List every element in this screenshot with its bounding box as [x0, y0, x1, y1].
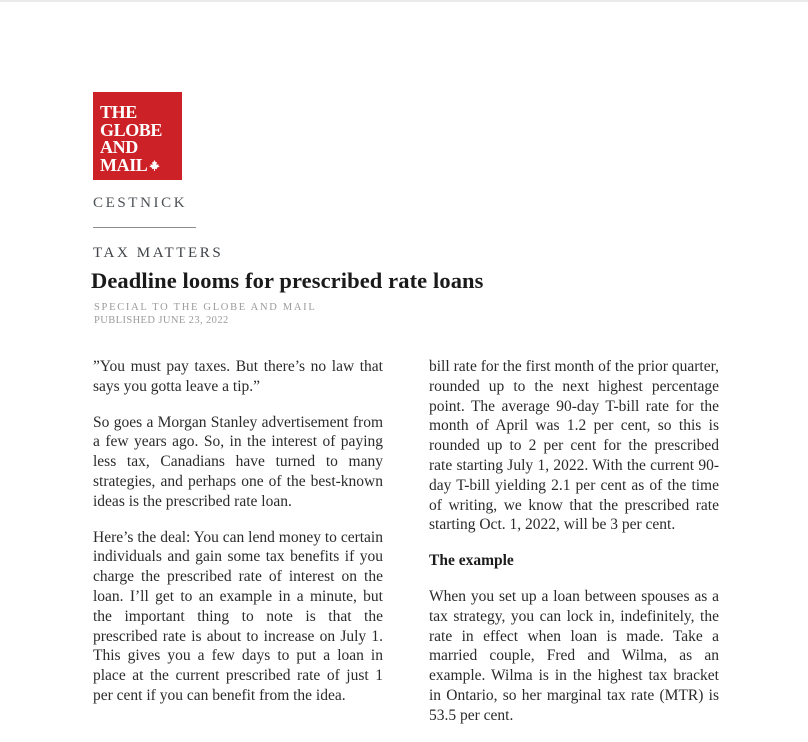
logo-line-globe: GLOBE [100, 119, 163, 140]
logo-line-the: THE [100, 102, 137, 122]
divider-rule [93, 227, 196, 228]
maple-leaf-icon [149, 160, 160, 171]
paragraph: bill rate for the first month of the prior quarter, rounded up to the next highest percentage point. The average 90-day T-bill rate for the month of April was 1.2 per cent, so this is rounded up to 2 per cent for the prescribed rate starting July 1, 2022. With the current 90-day T-bill yielding 2.1 per cent as of the time of writing, we know that the prescribed rate starting Oct. 1, 2022, will be 3 per cent. [429, 358, 719, 534]
article-body [93, 357, 719, 742]
credit-line: SPECIAL TO THE GLOBE AND MAIL [94, 302, 317, 313]
paragraph: So goes a Morgan Stanley advertisement from a few years ago. So, in the interest of paying less tax, Canadians have turned to many strategies, and perhaps one of the best-known ideas is the prescribed rate loan. [93, 413, 383, 510]
paragraph-quote: ”You must pay taxes. But there’s no law that says you gotta leave a tip.” [93, 358, 383, 395]
logo-line-mail-text: MAIL [100, 154, 148, 175]
left-column [93, 357, 383, 742]
paragraph: Here’s the deal: You can lend money to certain individuals and gain some tax benefits if you charge the prescribed rate of interest on the loan. I’ll get to an example in a minute, but the important thing to note is that the prescribed rate is about to increase on July 1. This gives you a few days to put a loan in place at the current prescribed rate of just 1 per cent if you can benefit from the idea. [93, 528, 383, 704]
section-kicker: TAX MATTERS [93, 245, 224, 261]
paragraph: When you set up a loan between spouses as a tax strategy, you can lock in, indefinitely, the rate in effect when loan is made. Take a married couple, Fred and Wilma, as an example. Wilma is in the highest tax bracket in Ontario, so her marginal tax rate (MTR) is 53.5 per cent. [429, 587, 719, 724]
globe-and-mail-logo [93, 92, 182, 180]
logo-line-and: AND [100, 137, 138, 157]
subheading-the-example: The example [429, 552, 514, 570]
right-column [429, 357, 719, 742]
logo-line-mail [100, 154, 182, 175]
published-date: PUBLISHED JUNE 23, 2022 [94, 315, 229, 326]
headline: Deadline looms for prescribed rate loans [91, 268, 484, 293]
author-name: CESTNICK [93, 195, 188, 211]
page-top-edge [0, 0, 808, 2]
